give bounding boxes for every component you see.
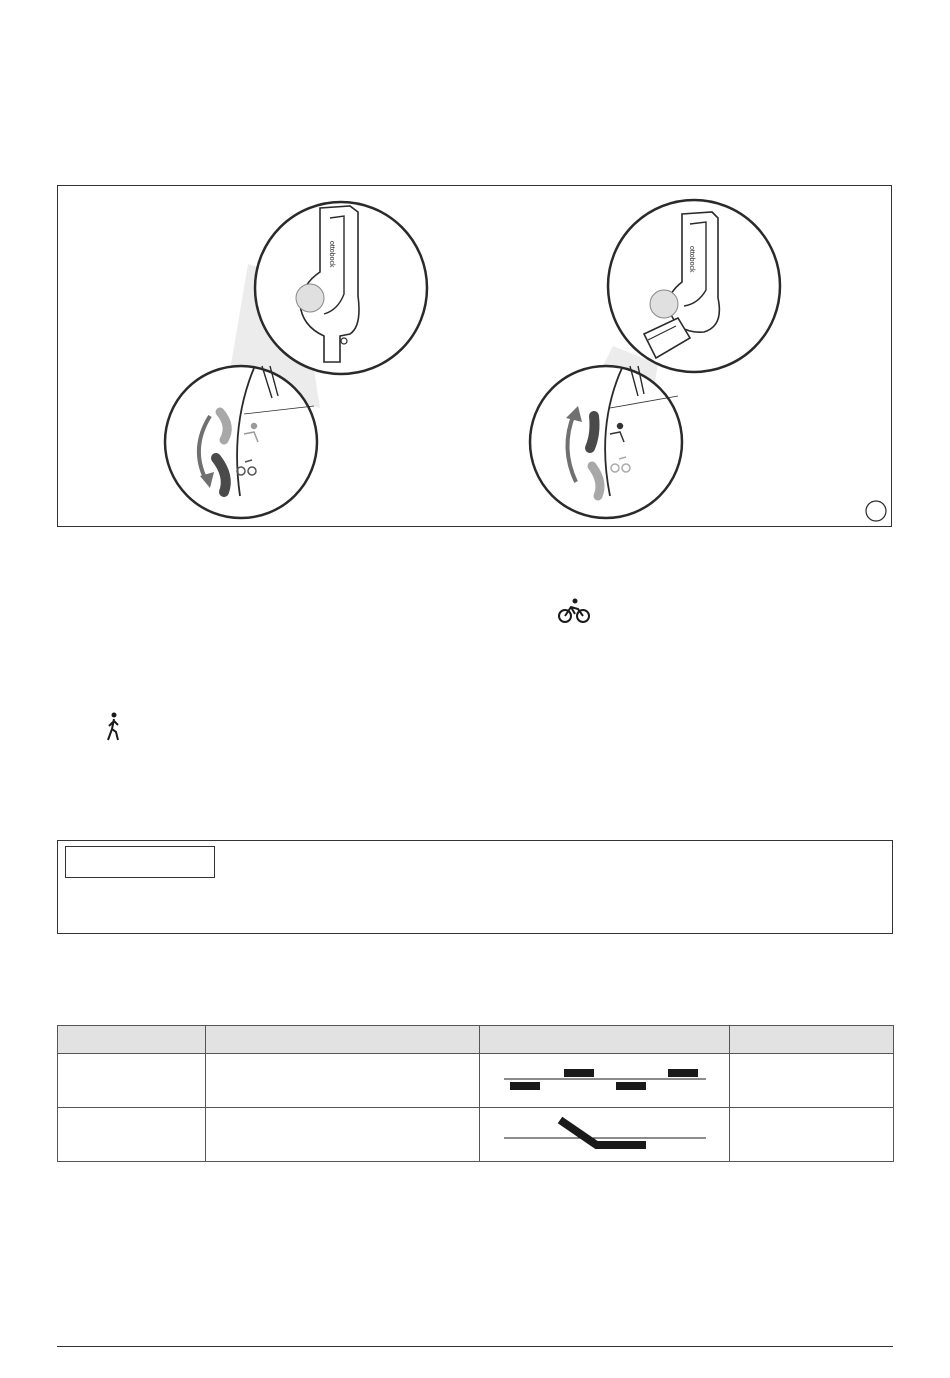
- footer-rule: [57, 1346, 893, 1347]
- table-cell: [730, 1108, 894, 1162]
- mode-table: [57, 1025, 894, 1162]
- cycling-icon: [558, 598, 590, 624]
- table-header-cell: [206, 1026, 480, 1054]
- notice-label: [65, 846, 215, 878]
- table-cell: [730, 1054, 894, 1108]
- figure-frame: [57, 185, 892, 527]
- mode-switch-illustration: [58, 186, 893, 528]
- svg-text:ottobock: ottobock: [688, 246, 695, 273]
- table-header-cell: [730, 1026, 894, 1054]
- left-lever-detail: [165, 366, 317, 518]
- table-cell: [206, 1054, 480, 1108]
- walking-icon: [104, 712, 124, 742]
- table-graph-cell: [480, 1054, 730, 1108]
- left-joint-detail: [255, 202, 427, 374]
- right-joint-detail: [608, 200, 780, 372]
- table-graph-cell: [480, 1108, 730, 1162]
- table-header-cell: [480, 1026, 730, 1054]
- table-cell: [58, 1108, 206, 1162]
- table-header-row: [58, 1026, 894, 1054]
- alternating-bars-graph: [480, 1054, 730, 1104]
- notice-box: [57, 840, 893, 934]
- table-cell: [58, 1054, 206, 1108]
- table-row: [58, 1108, 894, 1162]
- figure-number-badge: [866, 501, 886, 521]
- table-header-cell: [58, 1026, 206, 1054]
- table-row: [58, 1054, 894, 1108]
- right-lever-detail: [530, 366, 682, 518]
- table-cell: [206, 1108, 480, 1162]
- svg-text:ottobock: ottobock: [328, 241, 335, 268]
- diagonal-step-graph: [480, 1108, 730, 1158]
